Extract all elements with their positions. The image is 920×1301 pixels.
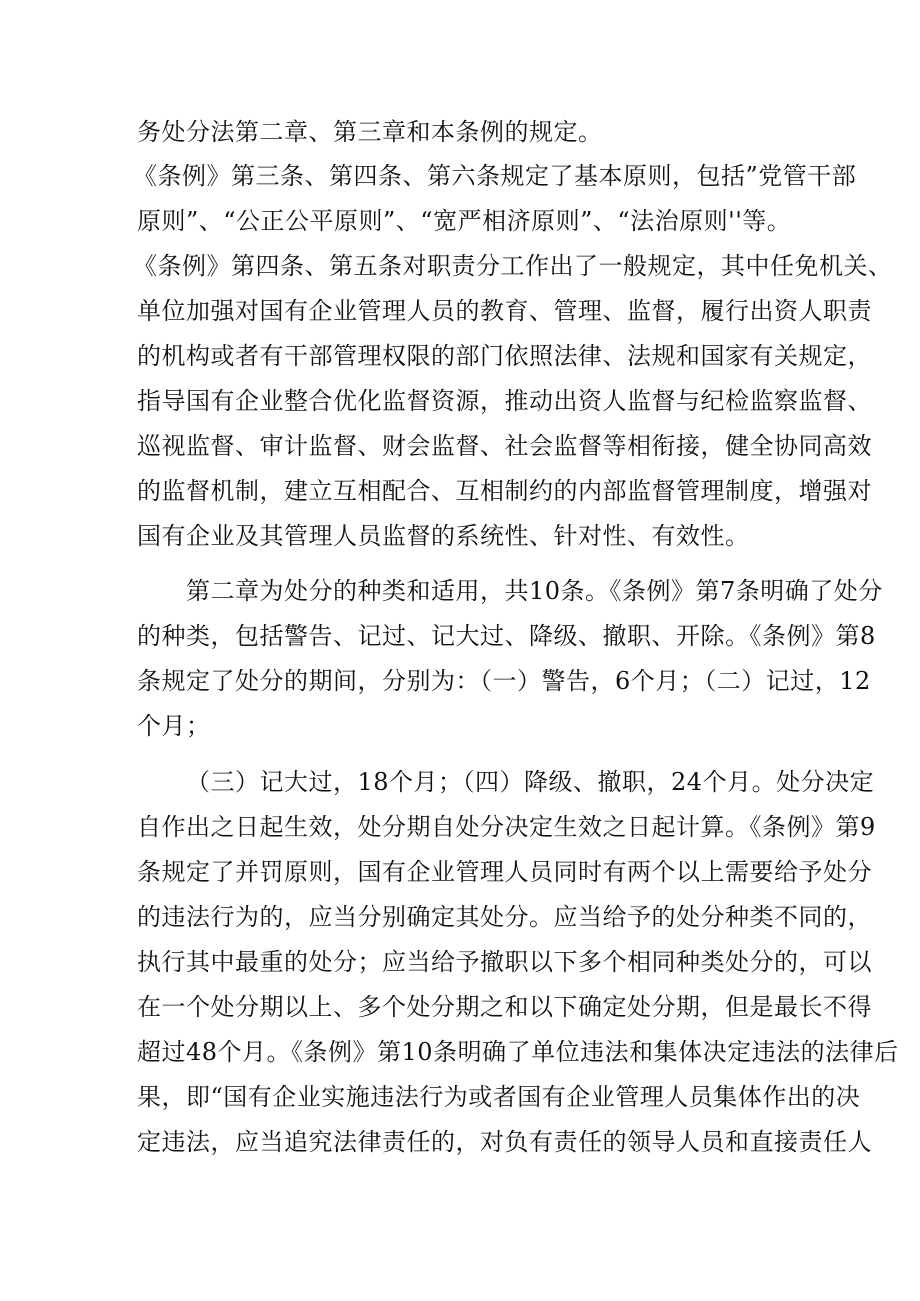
text-line-20: 在一个处分期以上、多个处分期之和以下确定处分期，但是最长不得 <box>137 993 872 1021</box>
text-line-22: 果，即“国有企业实施违法行为或者国有企业管理人员集体作出的决 <box>137 1083 861 1111</box>
text-line-17: 条规定了并罚原则，国有企业管理人员同时有两个以上需要给予处分 <box>137 858 872 886</box>
text-line-6: 的机构或者有干部管理权限的部门依照法律、法规和国家有关规定， <box>137 342 872 370</box>
text-line-16: 自作出之日起生效，处分期自处分决定生效之日起计算。《条例》第9 <box>137 813 876 841</box>
text-line-23: 定违法，应当追究法律责任的，对负有责任的领导人员和直接责任人 <box>137 1128 872 1156</box>
text-line-2: 《条例》第三条、第四条、第六条规定了基本原则，包括”党管干部 <box>133 162 857 190</box>
text-line-15: （三）记大过，18个月；（四）降级、撤职，24个月。处分决定 <box>186 768 875 796</box>
text-line-13: 条规定了处分的期间，分别为：（一）警告，6个月；（二）记过，12 <box>137 667 871 695</box>
text-line-21: 超过48个月。《条例》第10条明确了单位违法和集体决定违法的法律后 <box>137 1038 899 1066</box>
text-line-9: 的监督机制，建立互相配合、互相制约的内部监督管理制度，增强对 <box>137 477 872 505</box>
text-line-12: 的种类，包括警告、记过、记大过、降级、撤职、开除。《条例》第8 <box>137 622 876 650</box>
text-line-18: 的违法行为的，应当分别确定其处分。应当给予的处分种类不同的， <box>137 903 872 931</box>
text-line-11: 第二章为处分的种类和适用，共10条。《条例》第7条明确了处分 <box>186 577 883 605</box>
text-line-7: 指导国有企业整合优化监督资源，推动出资人监督与纪检监察监督、 <box>137 387 872 415</box>
text-line-14: 个月； <box>137 712 211 740</box>
text-line-5: 单位加强对国有企业管理人员的教育、管理、监督，履行出资人职责 <box>137 297 872 325</box>
text-line-19: 执行其中最重的处分；应当给予撤职以下多个相同种类处分的，可以 <box>137 948 872 976</box>
text-line-10: 国有企业及其管理人员监督的系统性、针对性、有效性。 <box>137 522 750 550</box>
text-line-8: 巡视监督、审计监督、财会监督、社会监督等相衔接，健全协同高效 <box>137 432 872 460</box>
text-line-1: 务处分法第二章、第三章和本条例的规定。 <box>137 118 603 146</box>
text-line-4: 《条例》第四条、第五条对职责分工作出了一般规定，其中任免机关、 <box>133 252 893 280</box>
text-line-3: 原则”、“公正公平原则”、“宽严相济原则”、“法治原则''等。 <box>137 207 792 235</box>
